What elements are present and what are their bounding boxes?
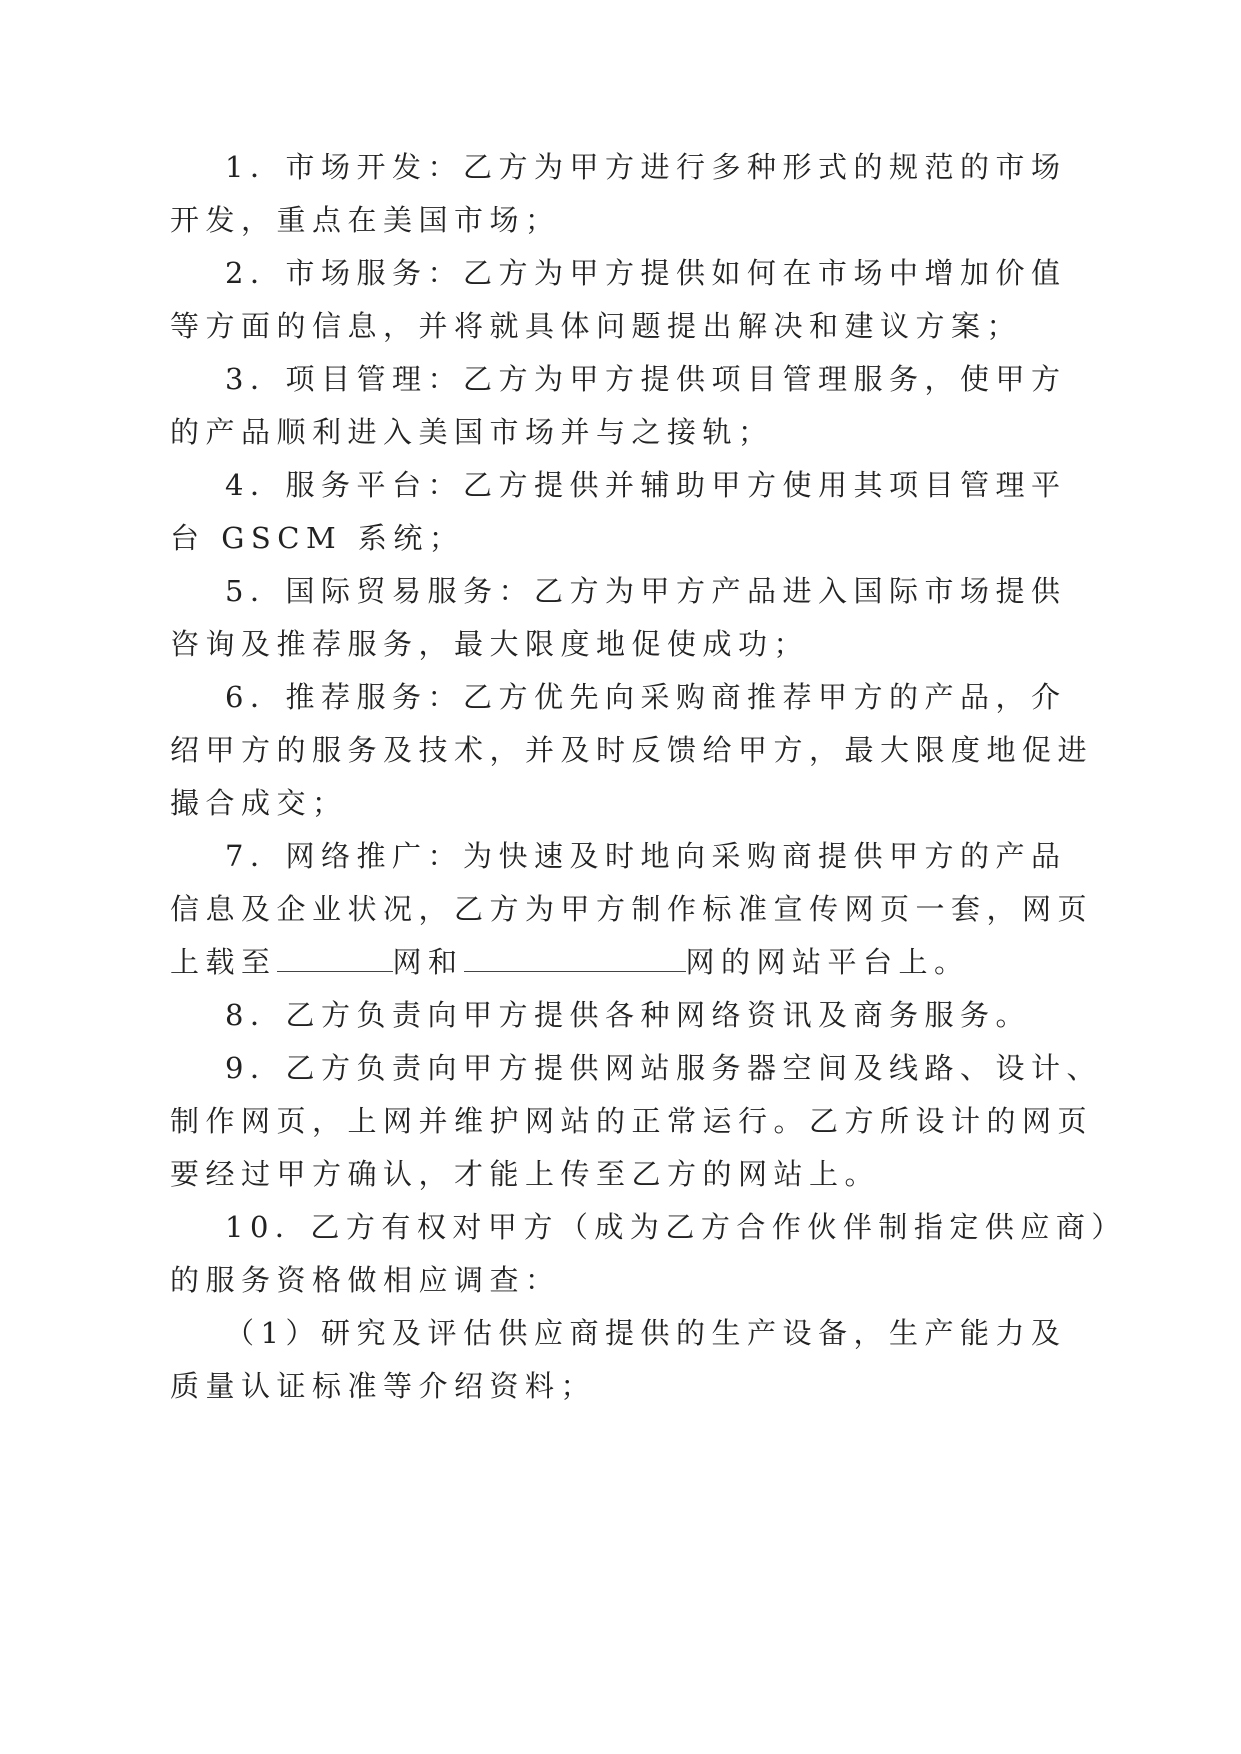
blank-underline (277, 941, 393, 972)
paragraph-line: 制作网页，上网并维护网站的正常运行。乙方所设计的网页 (170, 1104, 1094, 1138)
text-part: 上载至 (170, 945, 277, 979)
paragraph-line: 9．乙方负责向甲方提供网站服务器空间及线路、设计、 (225, 1051, 1102, 1085)
paragraph-line: 等方面的信息，并将就具体问题提出解决和建议方案； (170, 309, 1023, 343)
paragraph-line: 撮合成交； (170, 786, 348, 820)
paragraph-line: 的产品顺利进入美国市场并与之接轨； (170, 415, 774, 449)
paragraph-line: （1）研究及评估供应商提供的生产设备，生产能力及 (225, 1316, 1067, 1350)
paragraph-line: 台 GSCM 系统； (170, 521, 465, 555)
paragraph-line: 质量认证标准等介绍资料； (170, 1369, 597, 1403)
paragraph-line: 10．乙方有权对甲方（成为乙方合作伙伴制指定供应商） (225, 1210, 1127, 1244)
paragraph-line: 信息及企业状况，乙方为甲方制作标准宣传网页一套，网页 (170, 892, 1094, 926)
paragraph-line: 的服务资格做相应调查： (170, 1263, 561, 1297)
paragraph-line: 4．服务平台：乙方提供并辅助甲方使用其项目管理平 (225, 468, 1067, 502)
paragraph-line: 6．推荐服务：乙方优先向采购商推荐甲方的产品，介 (225, 680, 1067, 714)
paragraph-line: 要经过甲方确认，才能上传至乙方的网站上。 (170, 1157, 881, 1191)
paragraph-line: 绍甲方的服务及技术，并及时反馈给甲方，最大限度地促进 (170, 733, 1094, 767)
paragraph-line: 8．乙方负责向甲方提供各种网络资讯及商务服务。 (225, 998, 1031, 1032)
paragraph-line-with-blanks (0, 932, 1241, 992)
text-part: 网的网站平台上。 (685, 945, 970, 979)
paragraph-line: 咨询及推荐服务，最大限度地促使成功； (170, 627, 810, 661)
blank-underline (464, 941, 686, 972)
paragraph-line: 7．网络推广：为快速及时地向采购商提供甲方的产品 (225, 839, 1067, 873)
paragraph-line: 3．项目管理：乙方为甲方提供项目管理服务，使甲方 (225, 362, 1067, 396)
paragraph-line: 开发，重点在美国市场； (170, 203, 561, 237)
paragraph-line: 1．市场开发：乙方为甲方进行多种形式的规范的市场 (225, 150, 1067, 184)
paragraph-line: 2．市场服务：乙方为甲方提供如何在市场中增加价值 (225, 256, 1067, 290)
text-part: 网和 (392, 945, 464, 979)
paragraph-line: 5．国际贸易服务：乙方为甲方产品进入国际市场提供 (225, 574, 1067, 608)
